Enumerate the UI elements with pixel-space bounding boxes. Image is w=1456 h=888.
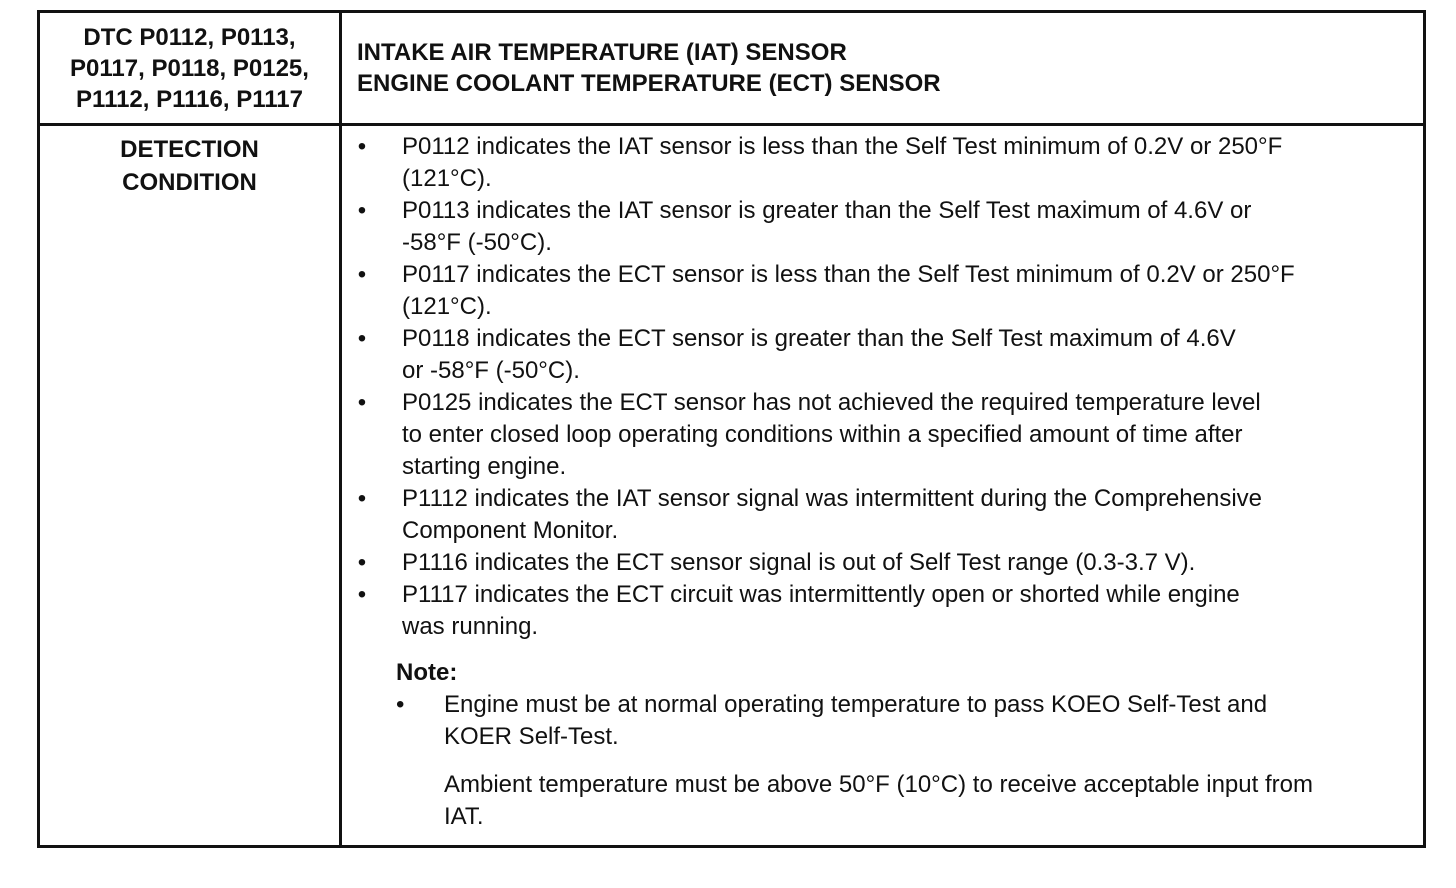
condition-item-line: (121°C). [402,165,492,192]
condition-item-line: was running. [402,613,539,640]
condition-item-line: P1112 indicates the IAT sensor signal was intermittent during the Comprehensive [402,485,1263,512]
note-bullet-line-2: KOER Self-Test. [444,723,619,750]
condition-item [352,547,1420,579]
condition-item [352,483,1420,547]
condition-item [352,131,1420,195]
column-divider [339,13,342,845]
condition-item-line: P1116 indicates the ECT sensor signal is out of Self Test range (0.3-3.7 V). [402,549,1196,576]
sensor-title [357,13,941,123]
condition-item-line: -58°F (-50°C). [402,229,552,256]
dtc-table [37,10,1426,848]
dtc-line-1: DTC P0112, P0113, [83,23,296,51]
title-line-2: ENGINE COOLANT TEMPERATURE (ECT) SENSOR [357,70,941,97]
dtc-line-3: P1112, P1116, P1117 [76,85,303,113]
bullet-icon: • [357,325,367,352]
condition-item-line: P1117 indicates the ECT circuit was intermittently open or shorted while engine [402,581,1240,608]
condition-item [352,579,1420,643]
condition-item [352,195,1420,259]
condition-bullet-list [352,131,1420,643]
note-bullet-item [396,689,1420,753]
condition-item-line: (121°C). [402,293,492,320]
bullet-icon: • [357,389,367,416]
row-divider [40,123,1423,126]
detection-condition-content [352,131,1420,833]
note-paragraph [396,769,1420,833]
bullet-icon: • [396,691,405,718]
condition-item-line: P0118 indicates the ECT sensor is greater than the Self Test maximum of 4.6V [402,325,1236,352]
note-paragraph-line-2: IAT. [444,803,484,830]
bullet-icon: • [357,485,367,512]
detection-condition-label [40,133,339,199]
note-block [352,657,1420,833]
bullet-icon: • [357,549,367,576]
condition-item-line: P0117 indicates the ECT sensor is less than the Self Test minimum of 0.2V or 250°F [402,261,1295,288]
detection-label-line-2: CONDITION [122,169,257,196]
condition-item-line: P0113 indicates the IAT sensor is greater than the Self Test maximum of 4.6V or [402,197,1252,224]
bullet-icon: • [357,133,367,160]
dtc-line-2: P0117, P0118, P0125, [70,54,309,82]
condition-item-line: or -58°F (-50°C). [402,357,580,384]
condition-item-line: Component Monitor. [402,517,619,544]
note-bullet-line-1: Engine must be at normal operating temperature to pass KOEO Self-Test and [444,691,1268,718]
condition-item [352,387,1420,483]
note-paragraph-line-1: Ambient temperature must be above 50°F (10°C) to receive acceptable input from [444,771,1313,798]
bullet-icon: • [357,197,367,224]
dtc-code-list [40,13,339,123]
condition-item-line: starting engine. [402,453,567,480]
title-line-1: INTAKE AIR TEMPERATURE (IAT) SENSOR [357,39,847,66]
bullet-icon: • [357,581,367,608]
condition-item-line: P0125 indicates the ECT sensor has not achieved the required temperature level [402,389,1261,416]
note-title: Note: [396,659,458,686]
condition-item-line: to enter closed loop operating conditions within a specified amount of time after [402,421,1243,448]
condition-item [352,323,1420,387]
detection-label-line-1: DETECTION [120,136,259,163]
condition-item-line: P0112 indicates the IAT sensor is less than the Self Test minimum of 0.2V or 250°F [402,133,1283,160]
condition-item [352,259,1420,323]
bullet-icon: • [357,261,367,288]
